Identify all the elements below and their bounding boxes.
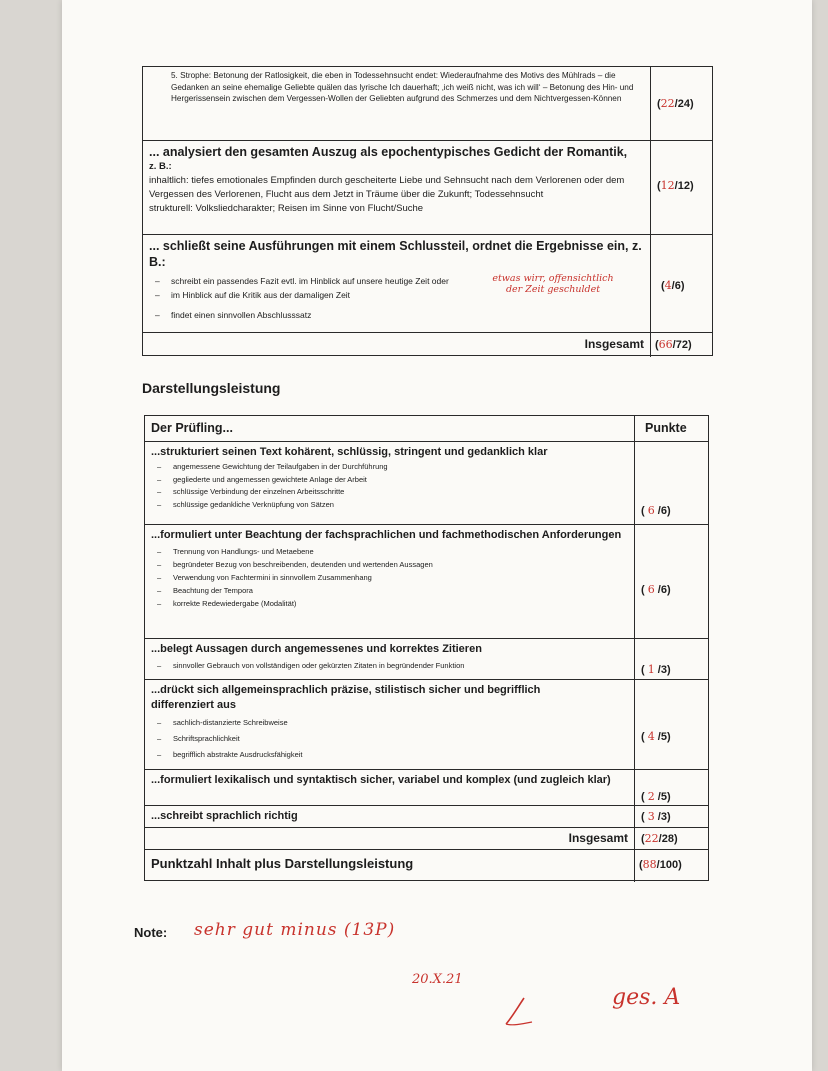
criterion-heading: ...drückt sich allgemeinsprachlich präzise, stilistisch sicher und begrifflich differenziert aus [151,684,541,711]
schluss-bullets [149,274,489,322]
total-row [145,828,708,850]
score: ( 6 /6) [641,504,671,517]
total-label: Insgesamt [584,337,644,351]
score: ( 1 /3) [641,663,671,676]
red-check-mark [502,990,542,1030]
criterion-bullets [151,715,628,763]
list-item: – schreibt ein passendes Fazit evtl. im Hinblick auf unsere heutige Zeit oder [149,274,489,288]
criterion-heading: ...formuliert unter Beachtung der fachsprachlichen und fachmethodischen Anforderungen [151,529,622,541]
document-page [62,0,812,1071]
table-row [145,770,708,806]
list-item: – im Hinblick auf die Kritik aus der damaligen Zeit [149,288,489,302]
criterion-bullets [151,545,628,610]
table-row [145,806,708,828]
criterion-heading: ...belegt Aussagen durch angemessenes und korrektes Zitieren [151,643,482,655]
score-total-presentation: (22/28) [641,832,678,845]
content-rubric-table [142,66,713,356]
handwritten-comment: etwas wirr, offensichtlich der Zeit geschuldet [492,273,614,295]
criterion-bullets [151,659,628,672]
zb-label: z. B.: [149,161,172,172]
header-row [145,416,708,442]
table-row [143,235,712,333]
list-item: – begründeter Bezug von beschreibenden, deutenden und wertenden Aussagen [151,558,628,571]
total-label: Insgesamt [568,831,628,845]
inhalt-text: inhaltlich: tiefes emotionales Empfinden durch gescheiterte Liebe und Sehnsucht nach dem Verlorenen oder dem Vergessen des Verlorenen, Flucht aus dem Jetzt in Träume über die Zukunft; Todessehnsucht [149,175,625,200]
score-row2: (12/12) [657,179,694,192]
score: ( 3 /3) [641,810,671,823]
criterion-heading: ...strukturiert seinen Text kohärent, schlüssig, stringent und gedanklich klar [151,446,548,458]
list-item: – schlüssige gedankliche Verknüpfung von Sätzen [151,499,628,512]
list-item: – schlüssige Verbindung der einzelnen Arbeitsschritte [151,486,628,499]
list-item: – begrifflich abstrakte Ausdrucksfähigkeit [151,747,628,763]
presentation-rubric-table [144,415,709,881]
header-left: Der Prüfling... [151,421,233,435]
grand-total-row [145,850,708,882]
criterion-heading: ...schreibt sprachlich richtig [151,810,298,822]
criterion-bullets [151,461,628,511]
total-row [143,333,712,357]
list-item: – sinnvoller Gebrauch von vollständigen oder gekürzten Zitaten in begründender Funktion [151,659,628,672]
list-item: – Beachtung der Tempora [151,584,628,597]
score-row1: (22/24) [657,97,694,110]
list-item: – Schriftsprachlichkeit [151,731,628,747]
list-item: – korrekte Redewiedergabe (Modalität) [151,597,628,610]
score-total-content: (66/72) [655,338,692,351]
score: ( 2 /5) [641,790,671,803]
section-title: Darstellungsleistung [142,380,281,396]
table-row [145,442,708,525]
list-item: – gegliederte und angemessen gewichtete Anlage der Arbeit [151,474,628,487]
table-row [145,525,708,639]
strophe-5-text: 5. Strophe: Betonung der Ratlosigkeit, die eben in Todessehnsucht endet: Wiederaufnahme des Motivs des Mühlrads – die Gedanken an seine ehemalige Geliebte quälen das lyrische Ich dauerhaft; ‚ich weiß nicht, was ich will‘ – Betonung des Hin- und Hergerissensein zwischen dem Vergessen-Wollen der Geliebten aufgrund des Schmerzes und dem Nichtvergessen-Können [143,67,651,140]
romantik-heading: ... analysiert den gesamten Auszug als epochentypisches Gedicht der Romantik, [149,145,628,159]
note-label: Note: [134,925,168,940]
table-row [145,639,708,680]
score: ( 6 /6) [641,583,671,596]
list-item: – Trennung von Handlungs- und Metaebene [151,545,628,558]
list-item: – Verwendung von Fachtermini in sinnvollem Zusammenhang [151,571,628,584]
header-right: Punkte [645,421,687,435]
list-item: – angemessene Gewichtung der Teilaufgaben in der Durchführung [151,461,628,474]
note-grade: sehr gut minus (13P) [194,920,396,940]
score-grand-total: (88/100) [639,858,682,871]
table-row [143,67,712,141]
list-item: – sachlich-distanzierte Schreibweise [151,715,628,731]
signature: ges. A [612,985,681,1010]
schluss-heading: ... schließt seine Ausführungen mit einem Schlussteil, ordnet die Ergebnisse ein, z. B.: [149,239,642,269]
grand-total-label: Punktzahl Inhalt plus Darstellungsleistung [151,856,414,871]
score: ( 4 /5) [641,730,671,743]
criterion-heading: ...formuliert lexikalisch und syntaktisch sicher, variabel und komplex (und zugleich klar) [151,774,611,786]
strukturell-text: strukturell: Volksliedcharakter; Reisen im Sinne von Flucht/Suche [149,203,424,214]
score-row3: (4/6) [661,279,685,292]
list-item: – findet einen sinnvollen Abschlusssatz [149,308,489,322]
table-row [143,141,712,235]
table-row [145,680,708,770]
note-date: 20.X.21 [412,972,463,987]
